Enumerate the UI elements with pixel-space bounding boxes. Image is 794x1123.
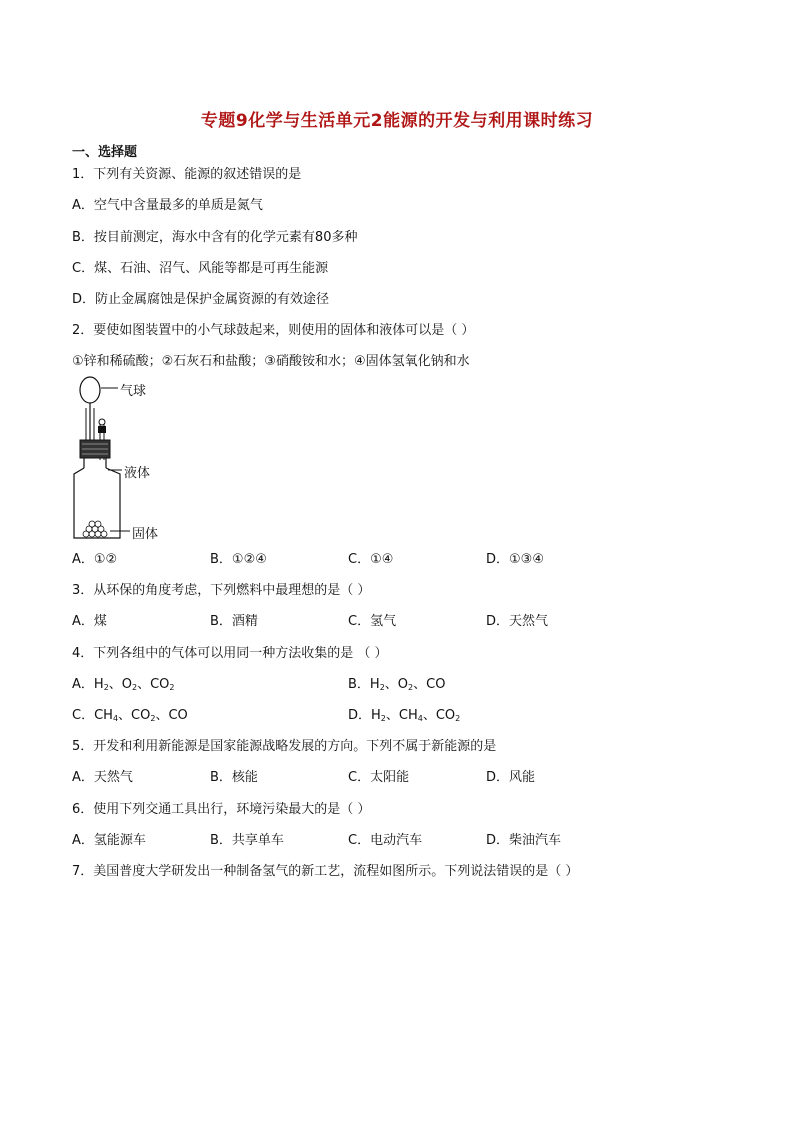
question-6-option-d: D．柴油汽车 [486, 833, 562, 848]
question-6-option-b: B．共享单车 [210, 833, 284, 848]
question-3-option-d: D．天然气 [486, 614, 549, 629]
question-1-option-c: C．煤、石油、沼气、风能等都是可再生能源 [72, 261, 329, 276]
question-5-stem: 5．开发和利用新能源是国家能源战略发展的方向。下列不属于新能源的是 [72, 739, 497, 754]
question-5-option-d: D．风能 [486, 770, 536, 785]
label-liquid: 液体 [124, 466, 151, 481]
question-5-option-c: C．太阳能 [348, 770, 410, 785]
question-3-option-a: A．煤 [72, 614, 107, 629]
question-3-stem: 3．从环保的角度考虑，下列燃料中最理想的是（ ） [72, 583, 371, 598]
question-4-option-d: D．$H_2$、$CH_4$、$CO_2$ [348, 708, 461, 723]
question-5-option-a: A．天然气 [72, 770, 133, 785]
question-2-option-c: C．①④ [348, 552, 394, 567]
solid-particles [83, 521, 107, 537]
question-1-stem: 1．下列有关资源、能源的叙述错误的是 [72, 167, 302, 182]
question-6-option-c: C．电动汽车 [348, 833, 423, 848]
question-2-stem: 2．要使如图装置中的小气球鼓起来，则使用的固体和液体可以是（ ） [72, 323, 475, 338]
apparatus-figure [70, 374, 210, 544]
question-3-option-b: B．酒精 [210, 614, 258, 629]
question-4-option-b: B．$H_2$、$O_2$、CO [348, 677, 446, 692]
question-1-option-a: A．空气中含量最多的单质是氮气 [72, 198, 263, 213]
question-1-option-d: D．防止金属腐蚀是保护金属资源的有效途径 [72, 292, 330, 307]
page-title: 专题9化学与生活单元2能源的开发与利用课时练习 [200, 111, 594, 131]
question-1-option-b: B．按目前测定，海水中含有的化学元素有80多种 [72, 230, 358, 245]
question-7-stem: 7．美国普度大学研发出一种制备氢气的新工艺，流程如图所示。下列说法错误的是（ ） [72, 864, 579, 879]
label-balloon: 气球 [120, 384, 147, 399]
label-solid: 固体 [132, 527, 159, 542]
question-4-option-c: C．$CH_4$、$CO_2$、CO [72, 708, 188, 723]
question-4-stem: 4．下列各组中的气体可以用同一种方法收集的是 （ ） [72, 646, 388, 661]
question-4-option-a: A．$H_2$、$O_2$、$CO_2$ [72, 677, 175, 692]
question-2-option-b: B．①②④ [210, 552, 267, 567]
question-6-option-a: A．氢能源车 [72, 833, 146, 848]
question-2-option-a: A．①② [72, 552, 118, 567]
question-3-option-c: C．氢气 [348, 614, 397, 629]
question-6-stem: 6．使用下列交通工具出行，环境污染最大的是（ ） [72, 802, 371, 817]
balloon-shape [80, 377, 100, 403]
section-heading: 一、选择题 [72, 145, 138, 160]
question-2-sub: ①锌和稀硫酸；②石灰石和盐酸；③硝酸铵和水；④固体氢氧化钠和水 [72, 354, 470, 369]
question-5-option-b: B．核能 [210, 770, 258, 785]
question-2-option-d: D．①③④ [486, 552, 544, 567]
